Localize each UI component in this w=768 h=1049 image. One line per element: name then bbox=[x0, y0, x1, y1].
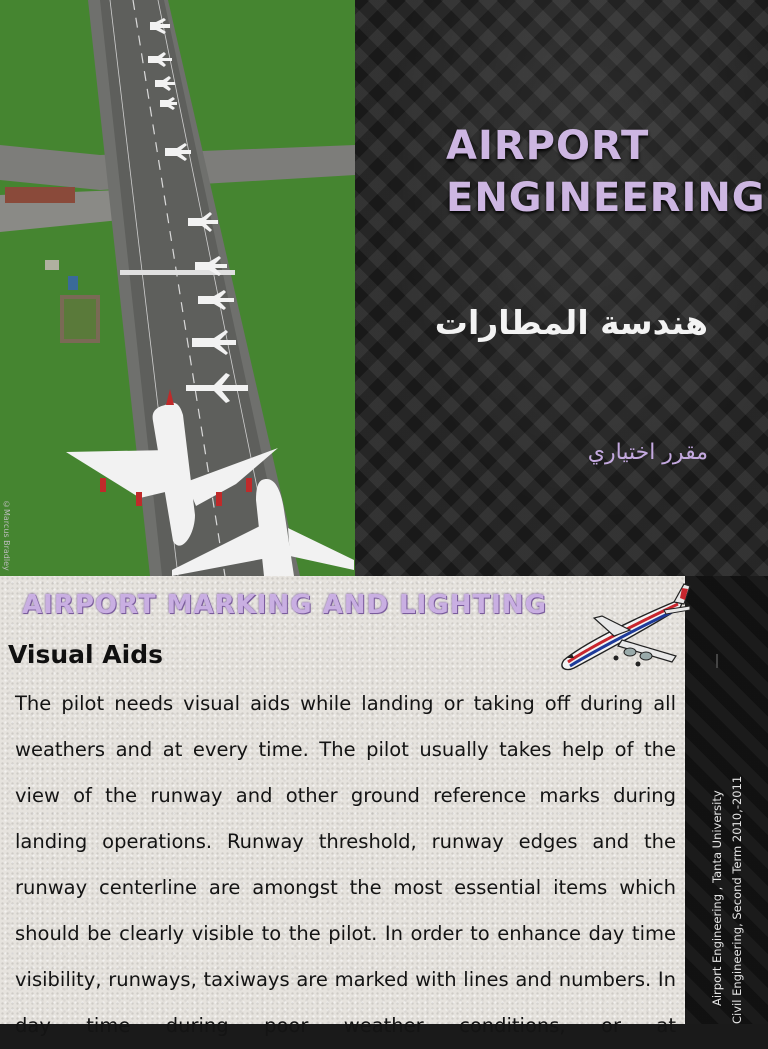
strip-divider-mark bbox=[716, 654, 718, 668]
aerial-runway-illustration bbox=[0, 0, 355, 576]
photo-credit: ©Marcus Bradley bbox=[2, 500, 11, 571]
arabic-subtitle: مقرر اختياري bbox=[587, 440, 708, 465]
airplane-icon bbox=[556, 580, 692, 672]
diamond-pattern-background bbox=[355, 0, 768, 576]
footer-line-2: Civil Engineering, Second Term 2010,-2011 bbox=[730, 775, 744, 1024]
footer-line-1: Airport Engineering , Tanta University bbox=[710, 790, 724, 1006]
course-footer-vertical bbox=[707, 775, 751, 1024]
slide-heading: AIRPORT MARKING AND LIGHTING bbox=[22, 590, 547, 620]
slide-title bbox=[446, 120, 766, 224]
title-line-1: AIRPORT bbox=[446, 123, 650, 169]
airport-aerial-photo bbox=[0, 0, 355, 576]
section-subheading: Visual Aids bbox=[8, 640, 163, 669]
body-paragraph: The pilot needs visual aids while landing or taking off during all weathers and at every time. The pilot usually takes help of the view of the runway and other ground reference marks during landing operations. Runway threshold, runway edges and the runway centerline are amongst the most essential items which should be clearly visible to the pilot. In order to enhance day time visibility, runways, taxiways are marked with lines and numbers. In day time during poor weather conditions, or at bbox=[15, 692, 676, 1037]
content-slide bbox=[0, 576, 768, 1037]
arabic-title: هندسة المطارات bbox=[434, 303, 708, 342]
title-line-2: ENGINEERING bbox=[446, 175, 766, 221]
